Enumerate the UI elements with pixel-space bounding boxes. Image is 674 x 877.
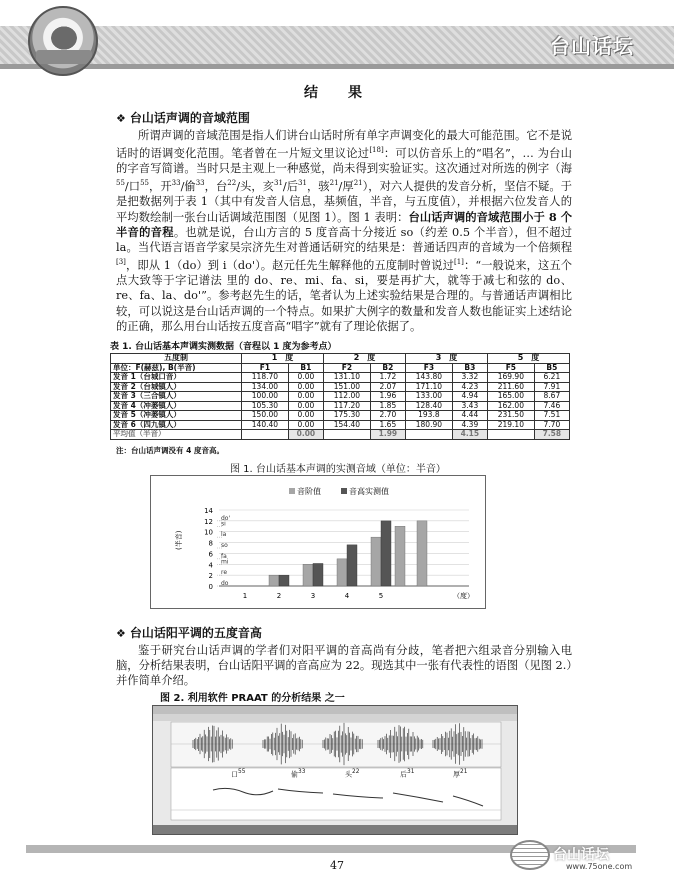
praat-taskbar: [153, 825, 517, 834]
x-axis-label: （度）: [453, 592, 474, 600]
table-caption: 表 1. 台山话基本声调实测数据（音程以 1 度为参考点）: [110, 342, 337, 352]
section-heading-yangping: [116, 624, 262, 641]
y-tick-label: 0: [208, 583, 213, 591]
legend-swatch: [341, 488, 347, 494]
table-group-header: 3 度: [405, 354, 487, 364]
section-heading-text: 台山话声调的音域范围: [129, 111, 250, 125]
table-row: 发音 3（三合镇人） 100.00 0.00 112.00 1.96 133.00 4.94 165.00 8.67: [111, 392, 570, 402]
bar-series2: [279, 575, 289, 586]
solfege-label: re: [221, 569, 228, 577]
x-tick-label: 3: [310, 592, 316, 600]
table-header-row: [111, 354, 570, 364]
bar-series1: [269, 575, 279, 586]
solfege-label: so: [221, 542, 228, 549]
y-tick-label: 14: [204, 507, 213, 515]
bar-series1: [371, 537, 381, 586]
y-tick-label: 10: [204, 528, 213, 537]
bar-series2: [381, 521, 391, 586]
section-heading-range: [116, 109, 250, 126]
bar-series2: [347, 545, 357, 586]
table-group-header: 2 度: [324, 354, 406, 364]
x-tick-label: 4: [344, 592, 350, 600]
figure2-caption: 图 2. 利用软件 PRAAT 的分析结果 之一: [160, 693, 345, 704]
table-corner: 五度制: [111, 354, 242, 364]
praat-screenshot: [152, 705, 518, 835]
table-row: 发音 6（四九镇人） 140.40 0.00 154.40 1.65 180.90 4.39 219.10 7.70: [111, 420, 570, 430]
page-number: 47: [330, 859, 344, 872]
x-tick-label: 1: [242, 592, 248, 600]
solfege-label: do': [221, 514, 231, 522]
syllable-label: 偷$^{33}$: [291, 769, 306, 779]
bar-series1: [303, 564, 313, 586]
y-tick-label: 2: [208, 572, 213, 581]
diamond-bullet-icon: ❖: [116, 112, 126, 125]
table-group-header: 1 度: [242, 354, 324, 364]
page-title: 结 果: [304, 85, 370, 101]
section2-paragraph: 鉴于研究台山话声调的学者们对阳平调的音高尚有分歧，笔者把六组录音分别输入电脑，分析结果表明，台山话阳平调的音高应为 22。现选其中一张有代表性的语图（见图 2.）并作简单介绍。: [116, 644, 572, 688]
solfege-label: mi: [221, 558, 229, 566]
table-note: 注：台山话声调没有 4 度音高。: [116, 446, 224, 455]
ground-icon: [36, 50, 92, 64]
table-row: 发音 2（台城镇人） 134.00 0.00 151.00 2.07 171.10 4.23 211.60 7.91: [111, 382, 570, 392]
solfege-label: fa: [221, 552, 227, 560]
bar-chart: [151, 476, 487, 610]
y-tick-label: 6: [208, 550, 213, 559]
section-heading-text: 台山话阳平调的五度音高: [129, 626, 262, 640]
bar-series2: [313, 563, 323, 586]
x-tick-label: 2: [276, 592, 282, 600]
x-tick-label: 5: [378, 592, 384, 600]
legend-swatch: [289, 488, 295, 494]
logo-emblem: [28, 6, 98, 76]
legend-label: 音高实测值: [349, 487, 389, 496]
syllable-label: 口$^{55}$: [231, 769, 246, 779]
footer-logo-text: 台山话坛: [553, 847, 609, 863]
table-row: 发音 4（冲蒌镇人） 105.30 0.00 117.20 1.85 128.40 3.43 162.00 7.46: [111, 401, 570, 411]
table-subheader-row: 单位：F(赫兹), B(半音) F1 B1 F2 B2 F3 B3 F5 B5: [111, 363, 570, 373]
tree-icon: [44, 20, 84, 50]
y-tick-label: 4: [208, 561, 213, 570]
solfege-label: do: [221, 580, 229, 587]
data-table: [110, 353, 570, 440]
table-group-header: 5 度: [487, 354, 569, 364]
legend-label: 音阶值: [297, 487, 321, 496]
diamond-bullet-icon: ❖: [116, 627, 126, 640]
syllable-label: 头$^{22}$: [345, 769, 360, 779]
bar-extra: [417, 521, 427, 586]
syllable-label: 后$^{31}$: [400, 769, 415, 779]
table-average-row: 平均值（半音） 0.00 1.99 4.15 7.58: [111, 430, 570, 440]
section1-paragraph: 所谓声调的音域范围是指人们讲台山话时所有单字声调变化的最大可能范围。它不是说话时的语调变化范围。笔者曾在一片短文里议论过[18]：可以仿音乐上的“唱名”，… 为台山的字音写简谱。当时只是主观上一种感觉，尚未得到实验证实。这次通过对所选的例字（海$^{55}$/口$^{55}$，开$^{33}$/偷$^{33}$，台$^{22}$/头，亥$^{31}$/后$^{31}$，骇$^{21}$/厚$^{21}$），对六人提供的发音分析，坚信不疑。于是把数据列于表 1（其中有发音人信息，基频值，半音，与五度值），并根据六位发音人的平均数绘制一张台山话调域范围图（见图 1）。图 1 表明：台山话声调的音域范围小于 8 个半音的音程。也就是说，台山方言的 5 度音高十分接近 so（约差 0.5 个半音），但不超过 la。当代语言语音学家吴宗济先生对普通话研究的结果是：普通话四声的音域为一个倍频程[3]，即从 1（do）到 i（do'）。赵元任先生解释他的五度制时曾说过[1]：“一般说来，这五个点大致等于字记谱法 里的 do、re、mi、fa、si，要是再扩大，就等于减七和弦的 do、re、fa、la、do'”。参考赵先生的话，笔者认为上述实验结果是合理的。与普通话声调相比较，可以说这是台山话声调的一个特点。如果扩大例字的数量和发音人数也能证实上述结论的正确，那么用台山话按五度音高“唱字”就有了理论依据了。: [116, 129, 572, 333]
bar-series1: [337, 559, 347, 586]
figure1-caption: 图 1. 台山话基本声调的实测音域（单位：半音）: [230, 464, 446, 475]
y-axis-label: (半音): [175, 530, 183, 550]
solfege-label: si: [221, 520, 226, 528]
table-row: 发音 5（冲蒌镇人） 150.00 0.00 175.30 2.70 193.8 4.44 231.50 7.51: [111, 411, 570, 421]
table-row: 发音 1（台城口音） 118.70 0.00 131.10 1.72 143.80 3.32 169.90 6.21: [111, 373, 570, 383]
bar-extra: [395, 526, 405, 586]
brand-title: 台山话坛: [550, 34, 634, 58]
y-tick-label: 12: [204, 517, 213, 526]
figure1-chart: [150, 475, 486, 609]
y-tick-label: 8: [208, 539, 213, 548]
solfege-label: la: [221, 531, 227, 539]
syllable-label: 厚$^{21}$: [453, 769, 468, 779]
footer-url[interactable]: www.75one.com: [566, 862, 633, 871]
